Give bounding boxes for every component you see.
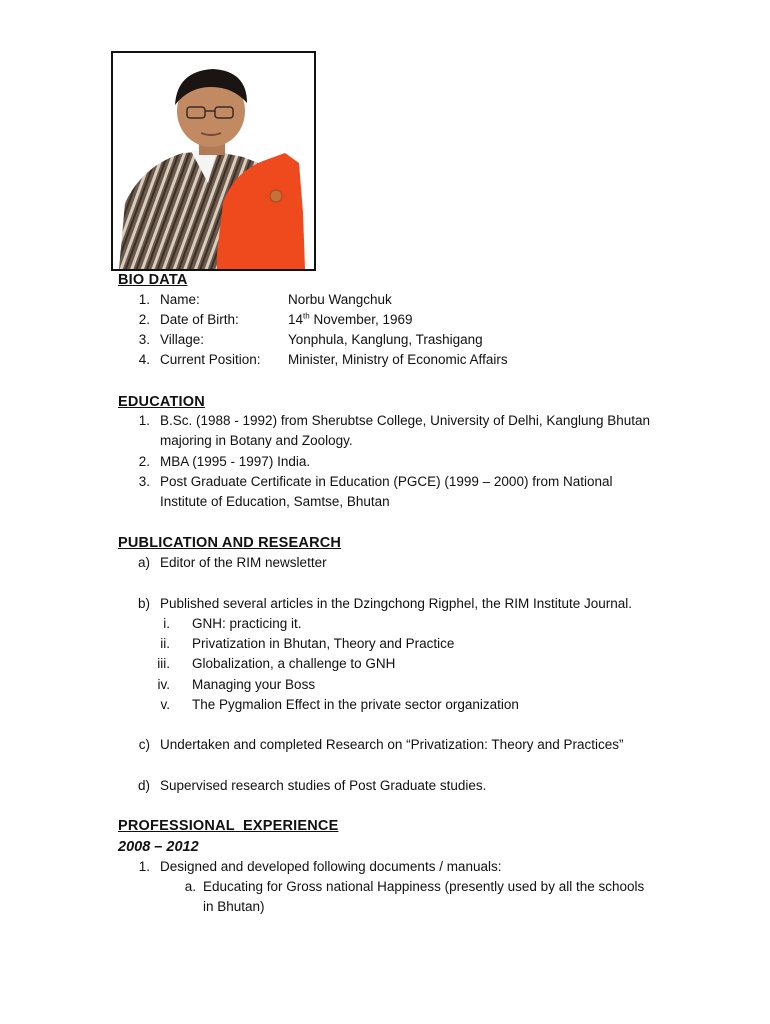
biodata-num: 1. bbox=[138, 292, 150, 307]
publication-subnum: i. bbox=[163, 616, 170, 631]
education-item: Post Graduate Certificate in Education (PGCE) (1999 – 2000) from National bbox=[160, 474, 613, 489]
publication-num: a) bbox=[137, 555, 150, 570]
dob-suffix: th bbox=[303, 311, 310, 321]
dob-day: 14 bbox=[288, 312, 304, 327]
biodata-value-dob bbox=[288, 313, 413, 327]
publication-subnum: iv. bbox=[157, 677, 170, 692]
biodata-heading: BIO DATA bbox=[118, 272, 188, 288]
portrait-photo-icon bbox=[113, 53, 314, 269]
experience-num: 1. bbox=[138, 859, 150, 874]
biodata-value-village: Yonphula, Kanglung, Trashigang bbox=[288, 332, 483, 347]
education-item-cont: Institute of Education, Samtse, Bhutan bbox=[160, 494, 390, 509]
publication-item: Supervised research studies of Post Graduate studies. bbox=[160, 778, 487, 793]
education-item: B.Sc. (1988 - 1992) from Sherubtse College, University of Delhi, Kanglung Bhutan bbox=[160, 413, 651, 428]
publication-item: Published several articles in the Dzingchong Rigphel, the RIM Institute Journal. bbox=[160, 596, 632, 611]
experience-item: Designed and developed following documents / manuals: bbox=[160, 859, 502, 874]
publication-subnum: iii. bbox=[157, 656, 170, 671]
publication-heading: PUBLICATION AND RESEARCH bbox=[118, 535, 342, 551]
publication-subnum: v. bbox=[160, 697, 170, 712]
experience-heading: PROFESSIONAL EXPERIENCE bbox=[118, 818, 339, 834]
publication-item: Editor of the RIM newsletter bbox=[160, 555, 327, 570]
biodata-num: 4. bbox=[138, 352, 150, 367]
biodata-label-dob: Date of Birth: bbox=[160, 312, 239, 327]
experience-subitem: Educating for Gross national Happiness (presently used by all the schools bbox=[203, 879, 645, 894]
biodata-label-name: Name: bbox=[160, 292, 200, 307]
publication-num: d) bbox=[137, 778, 150, 793]
experience-subitem-cont: in Bhutan) bbox=[203, 899, 265, 914]
biodata-label-position: Current Position: bbox=[160, 352, 261, 367]
experience-subnum: a. bbox=[184, 879, 196, 894]
education-num: 1. bbox=[138, 413, 150, 428]
publication-subitem: The Pygmalion Effect in the private sector organization bbox=[192, 697, 519, 712]
publication-subitem: Privatization in Bhutan, Theory and Practice bbox=[192, 636, 455, 651]
education-heading: EDUCATION bbox=[118, 394, 205, 410]
publication-subitem: Globalization, a challenge to GNH bbox=[192, 656, 396, 671]
publication-num: b) bbox=[137, 596, 150, 611]
publication-item: Undertaken and completed Research on “Privatization: Theory and Practices” bbox=[160, 737, 624, 752]
publication-subitem: Managing your Boss bbox=[192, 677, 316, 692]
dob-month-year: November, 1969 bbox=[309, 312, 413, 327]
biodata-value-name: Norbu Wangchuk bbox=[288, 292, 392, 307]
experience-period: 2008 – 2012 bbox=[118, 839, 199, 855]
education-num: 3. bbox=[138, 474, 150, 489]
publication-subnum: ii. bbox=[160, 636, 170, 651]
publication-num: c) bbox=[138, 737, 150, 752]
biodata-num: 3. bbox=[138, 332, 150, 347]
education-item: MBA (1995 - 1997) India. bbox=[160, 454, 311, 469]
biodata-label-village: Village: bbox=[160, 332, 205, 347]
biodata-value-position: Minister, Ministry of Economic Affairs bbox=[288, 352, 508, 367]
education-item-cont: majoring in Botany and Zoology. bbox=[160, 433, 353, 448]
publication-subitem: GNH: practicing it. bbox=[192, 616, 302, 631]
education-num: 2. bbox=[138, 454, 150, 469]
profile-photo bbox=[111, 51, 316, 271]
biodata-num: 2. bbox=[138, 312, 150, 327]
